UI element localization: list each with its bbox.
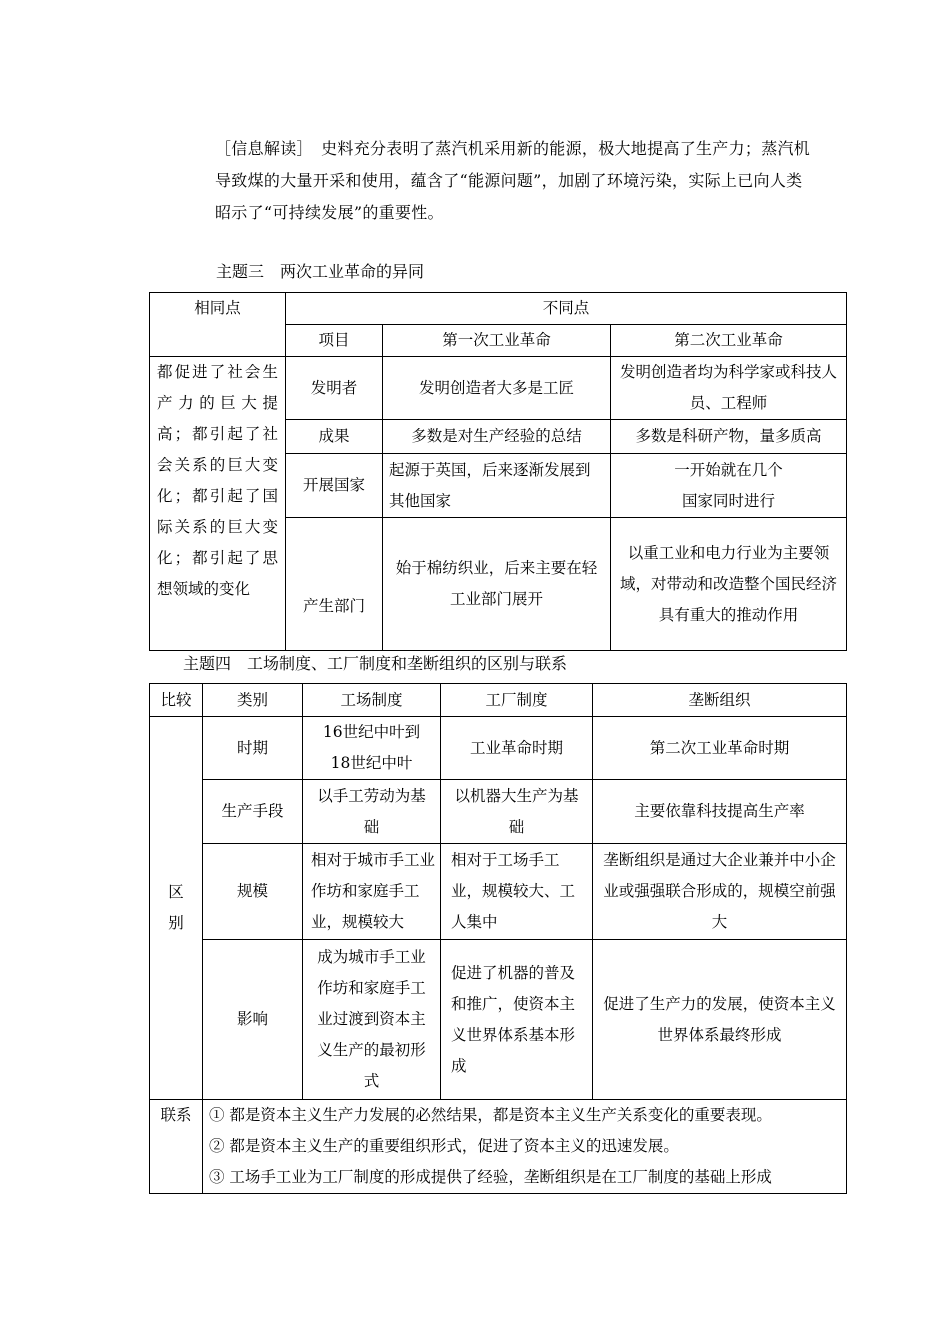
link-item: ② 都是资本主义生产的重要组织形式，促进了资本主义的迅速发展。 xyxy=(209,1137,679,1155)
header-diff: 不同点 xyxy=(286,293,847,325)
row-workshop-line: 16世纪中叶到 xyxy=(322,723,421,741)
header-first: 第一次工业革命 xyxy=(383,325,611,357)
row-item: 产生部门 xyxy=(286,518,383,651)
row-workshop: 相对于城市手工业作坊和家庭手工业，规模较大 xyxy=(303,844,441,940)
row-category: 时期 xyxy=(203,717,303,780)
row-monopoly: 主要依靠科技提高生产率 xyxy=(593,780,847,844)
row-second: 多数是科研产物，量多质高 xyxy=(611,420,847,454)
row-factory: 以机器大生产为基础 xyxy=(441,780,593,844)
topic4-title: 主题四 工场制度、工厂制度和垄断组织的区别与联系 xyxy=(183,654,568,673)
row-workshop: 成为城市手工业作坊和家庭手工业过渡到资本主义生产的最初形式 xyxy=(303,940,441,1100)
row-first: 多数是对生产经验的总结 xyxy=(383,420,611,454)
row-second xyxy=(611,454,847,518)
header-category: 类别 xyxy=(203,684,303,717)
row-category: 生产手段 xyxy=(203,780,303,844)
topic3-table xyxy=(149,292,847,651)
header-factory: 工厂制度 xyxy=(441,684,593,717)
header-same: 相同点 xyxy=(150,293,286,357)
row-first: 始于棉纺织业，后来主要在轻工业部门展开 xyxy=(383,518,611,651)
row-item: 发明者 xyxy=(286,357,383,420)
link-label: 联系 xyxy=(150,1100,203,1194)
row-monopoly: 促进了生产力的发展，使资本主义世界体系最终形成 xyxy=(593,940,847,1100)
info-paragraph: ［信息解读］ 史料充分表明了蒸汽机采用新的能源，极大地提高了生产力；蒸汽机导致煤的大量开采和使用，蕴含了“能源问题”，加剧了环境污染，实际上已向人类昭示了“可持续发展”的重要性。 xyxy=(215,139,811,222)
row-category: 规模 xyxy=(203,844,303,940)
row-category: 影响 xyxy=(203,940,303,1100)
header-compare: 比较 xyxy=(150,684,203,717)
row-workshop-line: 18世纪中叶 xyxy=(330,754,413,772)
same-points: 都促进了社会生产力的巨大提高；都引起了社会关系的巨大变化；都引起了国际关系的巨大变化；都引起了思想领域的变化 xyxy=(150,357,286,651)
row-first: 起源于英国，后来逐渐发展到其他国家 xyxy=(383,454,611,518)
header-monopoly: 垄断组织 xyxy=(593,684,847,717)
header-second: 第二次工业革命 xyxy=(611,325,847,357)
row-workshop: 以手工劳动为基础 xyxy=(303,780,441,844)
diff-label: 区别 xyxy=(150,717,203,1100)
header-item: 项目 xyxy=(286,325,383,357)
link-item: ① 都是资本主义生产力发展的必然结果，都是资本主义生产关系变化的重要表现。 xyxy=(209,1106,772,1124)
row-item: 开展国家 xyxy=(286,454,383,518)
row-monopoly: 第二次工业革命时期 xyxy=(593,717,847,780)
row-factory: 工业革命时期 xyxy=(441,717,593,780)
link-item: ③ 工场手工业为工厂制度的形成提供了经验，垄断组织是在工厂制度的基础上形成 xyxy=(209,1168,772,1186)
row-second-line: 一开始就在几个 xyxy=(674,460,783,479)
row-monopoly: 垄断组织是通过大企业兼并中小企业或强强联合形成的，规模空前强大 xyxy=(593,844,847,940)
header-workshop: 工场制度 xyxy=(303,684,441,717)
topic4-table xyxy=(149,683,847,1194)
link-content xyxy=(203,1100,847,1194)
topic3-title: 主题三 两次工业革命的异同 xyxy=(216,262,425,281)
row-second: 发明创造者均为科学家或科技人员、工程师 xyxy=(611,357,847,420)
row-second: 以重工业和电力行业为主要领域，对带动和改造整个国民经济具有重大的推动作用 xyxy=(611,518,847,651)
row-item: 成果 xyxy=(286,420,383,454)
row-workshop xyxy=(303,717,441,780)
row-factory: 相对于工场手工业，规模较大、工人集中 xyxy=(441,844,593,940)
row-first: 发明创造者大多是工匠 xyxy=(383,357,611,420)
row-second-line: 国家同时进行 xyxy=(682,491,776,510)
row-factory: 促进了机器的普及和推广，使资本主义世界体系基本形成 xyxy=(441,940,593,1100)
